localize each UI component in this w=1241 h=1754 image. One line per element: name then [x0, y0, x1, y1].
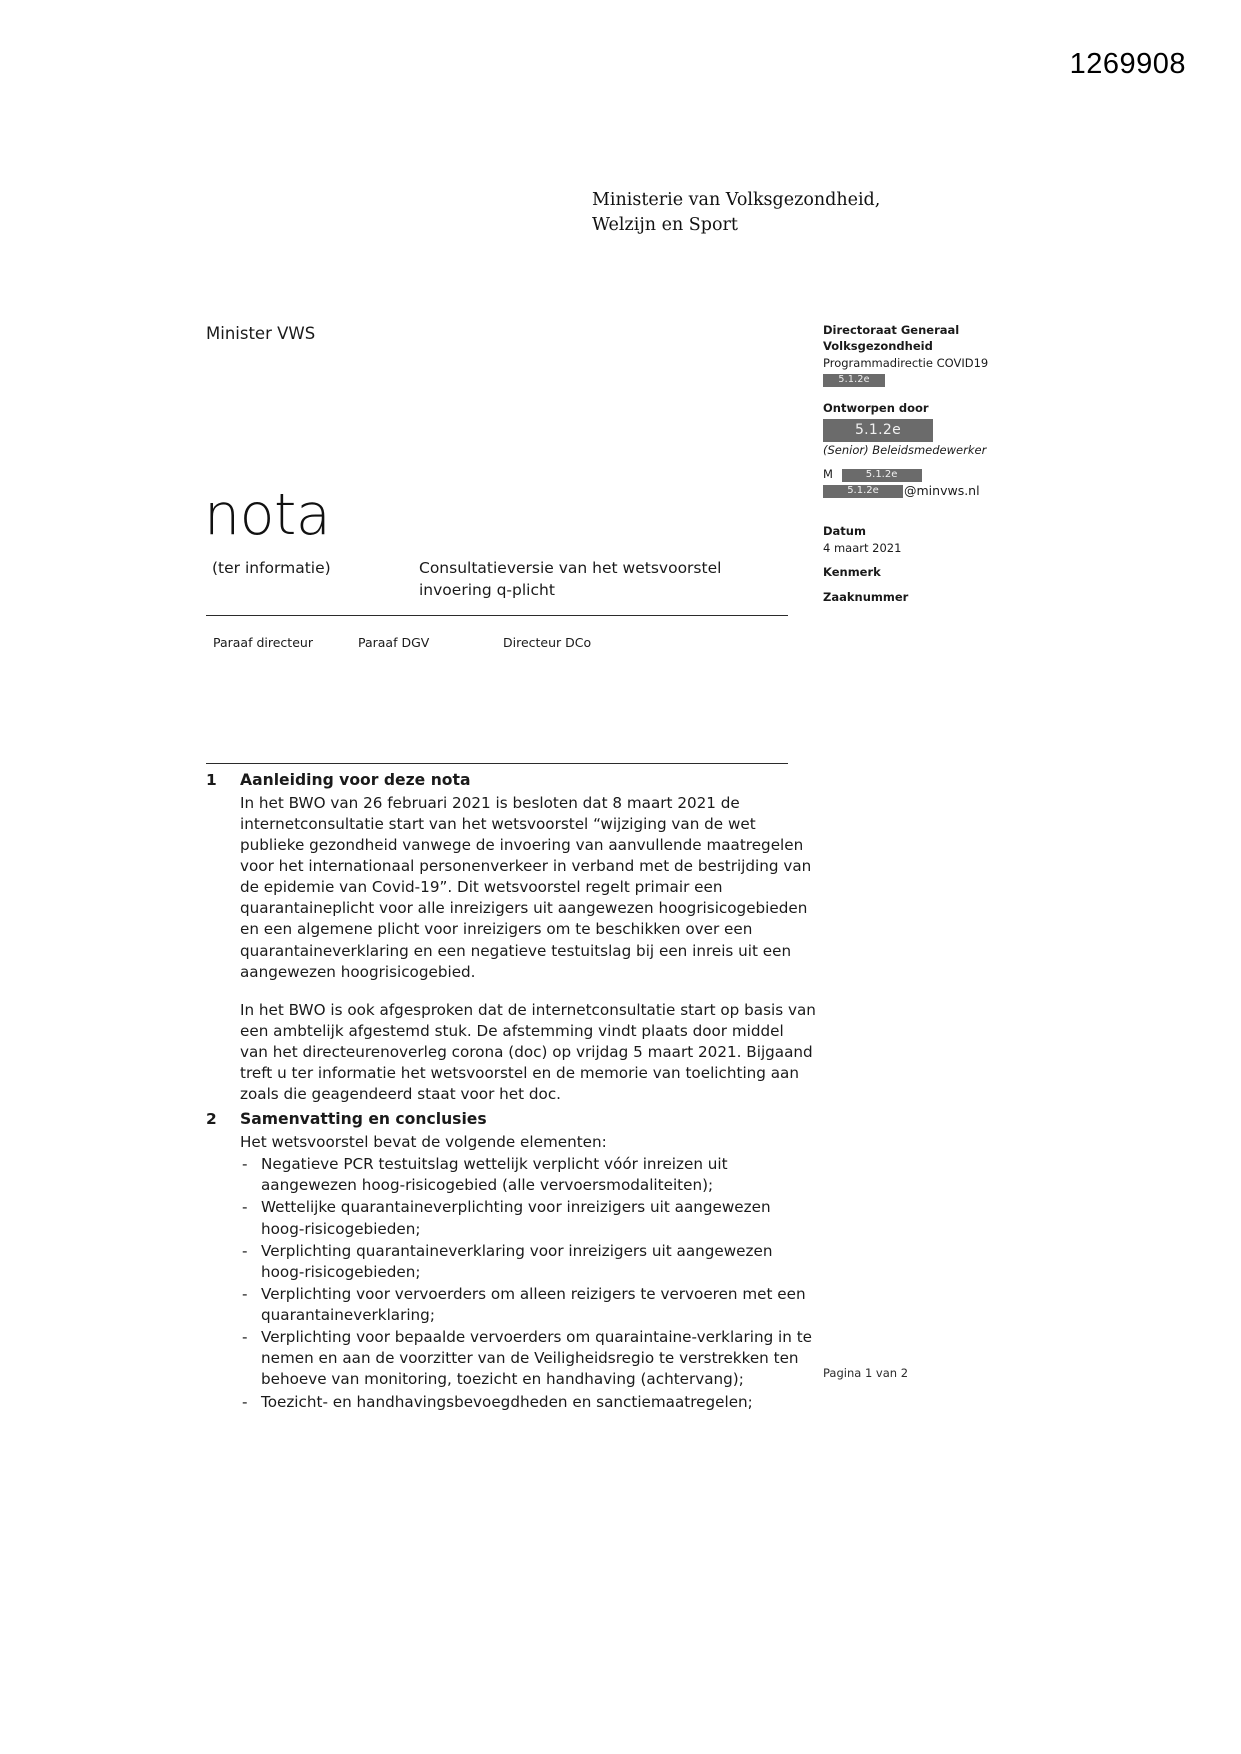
- redaction-box: 5.1.2e: [823, 374, 885, 387]
- email-domain: @minvws.nl: [904, 482, 980, 498]
- list-item: - Toezicht- en handhavingsbevoegdheden en sanctiemaatregelen;: [240, 1392, 816, 1413]
- page-footer: Pagina 1 van 2: [823, 1366, 909, 1380]
- programme-redaction-row: [823, 374, 1023, 387]
- section-2: [206, 1109, 816, 1412]
- ministry-line-1: Ministerie van Volksgezondheid,: [592, 190, 881, 210]
- section-paragraph: In het BWO van 26 februari 2021 is besloten dat 8 maart 2021 de internetconsultatie start van het wetsvoorstel “wijziging van de wet publieke gezondheid vanwege de invoering van aanvullende maatregelen voor het internationaal personenverkeer in verband met de bestrijding van de epidemie van Covid-19”. Dit wetsvoorstel regelt primair een quarantaineplicht voor alle inreizigers uit aangewezen hoogrisicogebieden en een algemene plicht voor inreizigers om te beschikken over een quarantaineverklaring en een negatieve testuitslag bij een inreis uit een aangewezen hoogrisicogebied.: [240, 793, 812, 981]
- directeur-dco-label: Directeur DCo: [503, 635, 592, 650]
- programme-directorate: Programmadirectie COVID19: [823, 355, 989, 370]
- list-item: - Verplichting voor vervoerders om alleen reizigers te vervoeren met een quarantaineverklaring;: [240, 1284, 816, 1326]
- section-number: 2: [206, 1110, 217, 1129]
- ministry-line-2: Welzijn en Sport: [592, 215, 738, 236]
- directorate-line-2: Volksgezondheid: [823, 338, 933, 353]
- page-title: nota: [204, 482, 331, 548]
- divider: [206, 763, 788, 764]
- kenmerk-label: Kenmerk: [823, 564, 881, 579]
- section-heading: Aanleiding voor deze nota: [240, 771, 471, 789]
- mobile-label: M: [823, 467, 833, 482]
- author-redaction-row: [823, 419, 1023, 442]
- section-number: 1: [206, 771, 217, 789]
- document-body: [206, 770, 816, 1417]
- document-kind: (ter informatie): [212, 559, 331, 577]
- section-lead: Het wetsvoorstel bevat de volgende elementen:: [240, 1133, 607, 1152]
- date-label: Datum: [823, 523, 866, 538]
- list-item: - Negatieve PCR testuitslag wettelijk verplicht vóór inreizen uit aangewezen hoog-risicogebied (alle vervoersmodaliteiten);: [240, 1154, 816, 1196]
- authored-by-label: Ontworpen door: [823, 400, 929, 415]
- date-value: 4 maart 2021: [823, 540, 902, 555]
- divider: [206, 615, 788, 616]
- redaction-box: 5.1.2e: [823, 419, 933, 442]
- section-paragraph: In het BWO is ook afgesproken dat de internetconsultatie start op basis van een ambtelijk afgestemd stuk. De afstemming vindt plaats door middel van het directeurenoverleg corona (doc) op vrijdag 5 maart 2021. Bijgaand treft u ter informatie het wetsvoorstel en de memorie van toelichting aan zoals die geagendeerd staat voor het doc.: [240, 1000, 816, 1104]
- paraaf-dgv-label: Paraaf DGV: [358, 635, 430, 650]
- spacer: [823, 583, 1023, 590]
- document-number: 1269908: [1069, 48, 1186, 80]
- email-row: [823, 482, 1023, 498]
- section-heading: Samenvatting en conclusies: [240, 1110, 487, 1129]
- directorate-line-1: Directoraat Generaal: [823, 323, 960, 337]
- spacer: [823, 387, 1023, 401]
- addressee: Minister VWS: [206, 324, 316, 343]
- redaction-box: 5.1.2e: [823, 485, 903, 498]
- spacer: [823, 498, 1023, 524]
- zaaknummer-label: Zaaknummer: [823, 589, 909, 604]
- document-subject: Consultatieversie van het wetsvoorstel invoering q-plicht: [419, 559, 722, 600]
- list-item: - Wettelijke quarantaineverplichting voor inreizigers uit aangewezen hoog-risicogebieden;: [240, 1197, 816, 1239]
- meta-sidebar: [823, 323, 1023, 606]
- redaction-box: 5.1.2e: [842, 469, 922, 482]
- ministry-masthead: [592, 188, 880, 239]
- list-item: - Verplichting voor bepaalde vervoerders om quaraintaine-verklaring in te nemen en aan de voorzitter van de Veiligheidsregio te verstrekken ten behoeve van monitoring, toezicht en handhaving (achtervang);: [240, 1327, 816, 1390]
- spacer: [823, 459, 1023, 466]
- spacer: [823, 558, 1023, 565]
- author-role: (Senior) Beleidsmedewerker: [823, 443, 987, 458]
- paraaf-directeur-label: Paraaf directeur: [213, 635, 313, 650]
- element-list: [240, 1154, 816, 1413]
- section-1: [206, 770, 816, 1105]
- list-item: - Verplichting quarantaineverklaring voor inreizigers uit aangewezen hoog-risicogebieden;: [240, 1241, 816, 1283]
- mobile-row: [823, 469, 1023, 482]
